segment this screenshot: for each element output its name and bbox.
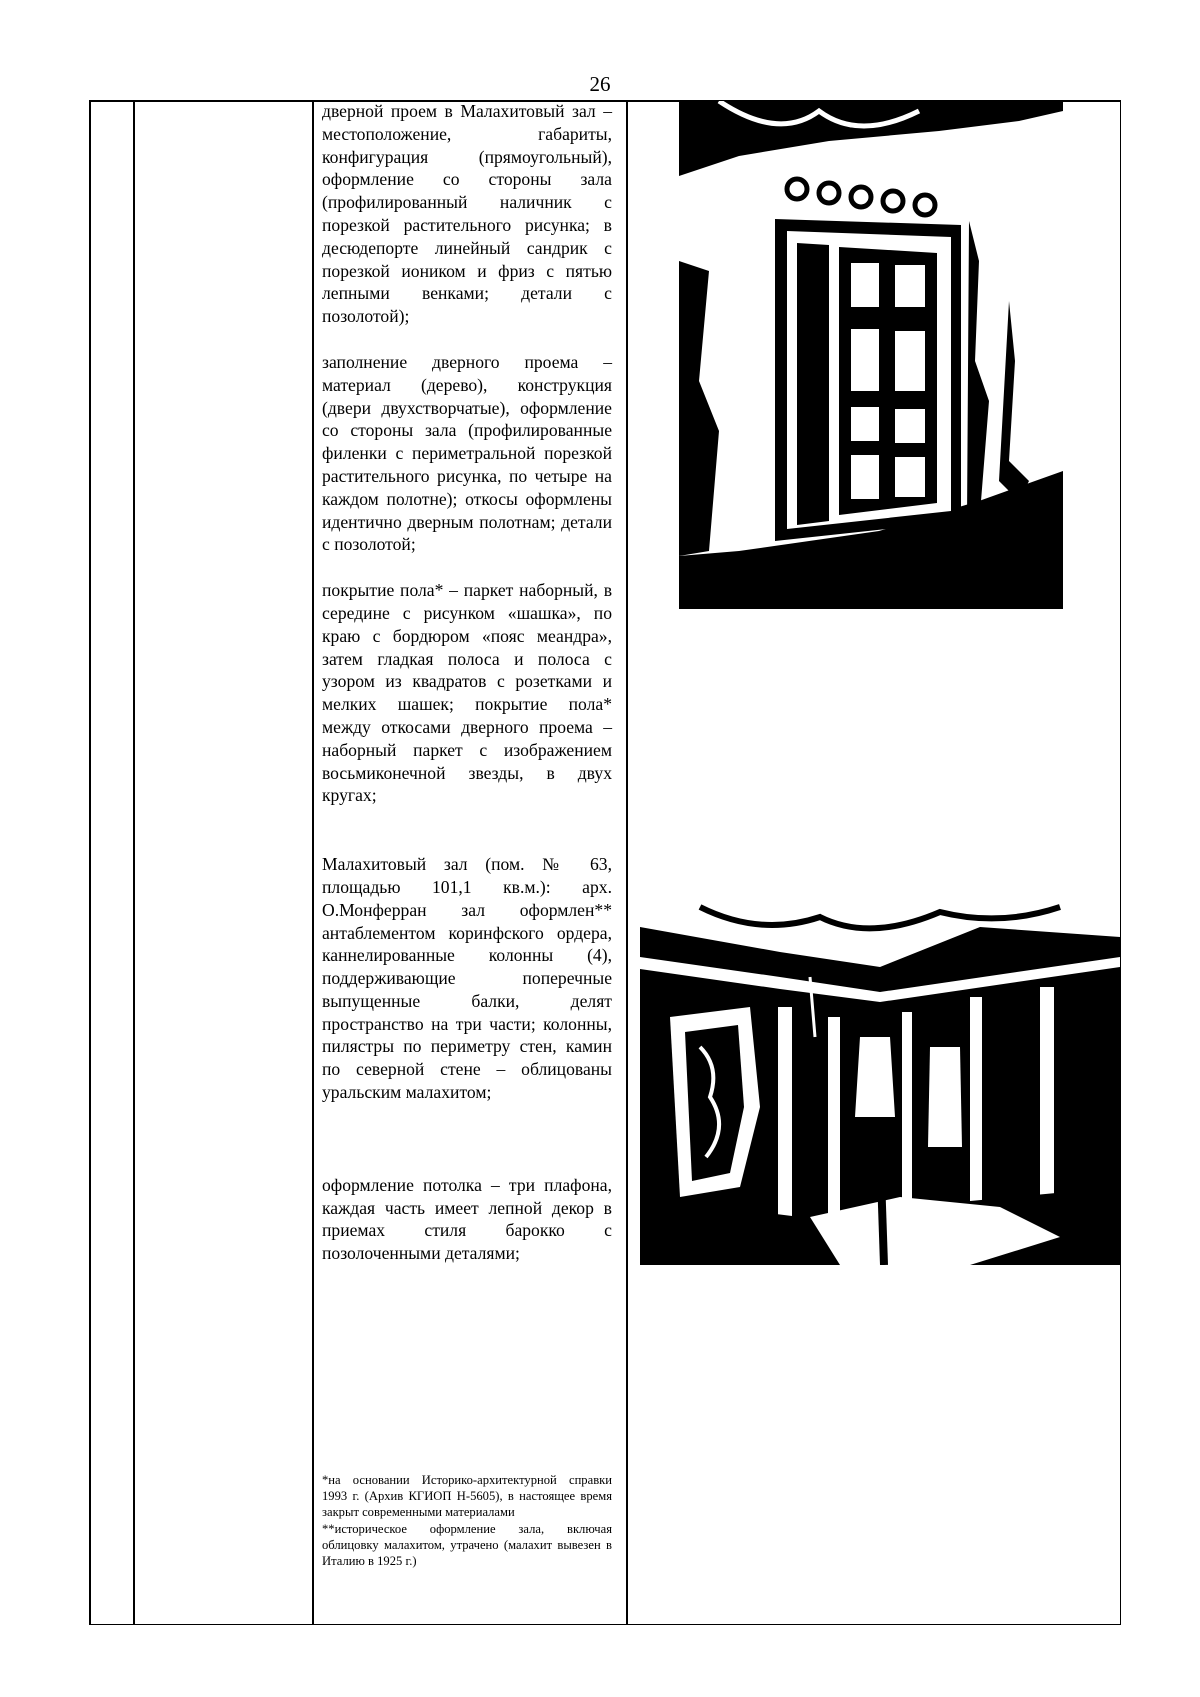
paragraph-floor: покрытие пола* – паркет наборный, в середине с рисунком «шашка», по краю с бордюром «пояс меандра», затем гладкая полоса и полоса с узором из квадратов с розетками и мелких шашек; покрытие пола* между откосами дверного проема – наборный паркет с изображением восьмиконечной звезды, в двух кругах;: [322, 580, 612, 806]
doorway-image: [679, 101, 1063, 609]
photo-malachite-hall: [640, 897, 1120, 1265]
table-right-border: [1120, 100, 1122, 1625]
footnote-2: **историческое оформление зала, включая облицовку малахитом, утрачено (малахит вывезен в Италию в 1925 г.): [322, 1521, 612, 1569]
table-left-border: [89, 100, 91, 1625]
paragraph-doorway: дверной проем в Малахитовый зал – местоположение, габариты, конфигурация (прямоугольный), оформление со стороны зала (профилированный наличник с порезкой растительного рисунка; в десюдепорте линейный сандрик с порезкой иоником и фриз с пятью лепными венками; детали с позолотой);: [322, 101, 612, 327]
paragraph-ceiling: оформление потолка – три плафона, каждая часть имеет лепной декор в приемах стиля барокко с позолоченными деталями;: [322, 1174, 612, 1264]
page-number: 26: [589, 72, 611, 96]
footnotes: [322, 1472, 612, 1569]
paragraph-malachite-hall: Малахитовый зал (пом. № 63, площадью 101,1 кв.м.): арх. О.Монферран зал оформлен** антаблементом коринфского ордера, каннелированные колонны (4), поддерживающие поперечные выпущенные балки, делят пространство на три части; колонны, пилястры по периметру стен, камин по северной стене – облицованы уральским малахитом;: [322, 854, 612, 1103]
column-divider-1: [133, 100, 135, 1625]
paragraph-door-filling: заполнение дверного проема – материал (дерево), конструкция (двери двухстворчатые), оформление со стороны зала (профилированные филенки с периметральной порезкой растительного рисунка, по четыре на каждом полотне); откосы оформлены идентично дверным полотнам; детали с позолотой;: [322, 351, 612, 555]
table-bottom-border: [89, 1624, 1121, 1626]
malachite-hall-image: [640, 897, 1120, 1265]
description-column: [322, 100, 612, 1265]
column-divider-2: [312, 100, 314, 1625]
photo-doorway: [679, 101, 1063, 609]
footnote-1: *на основании Историко-архитектурной справки 1993 г. (Архив КГИОП Н-5605), в настоящее время закрыт современными материалами: [322, 1473, 612, 1520]
column-divider-3: [626, 100, 628, 1625]
